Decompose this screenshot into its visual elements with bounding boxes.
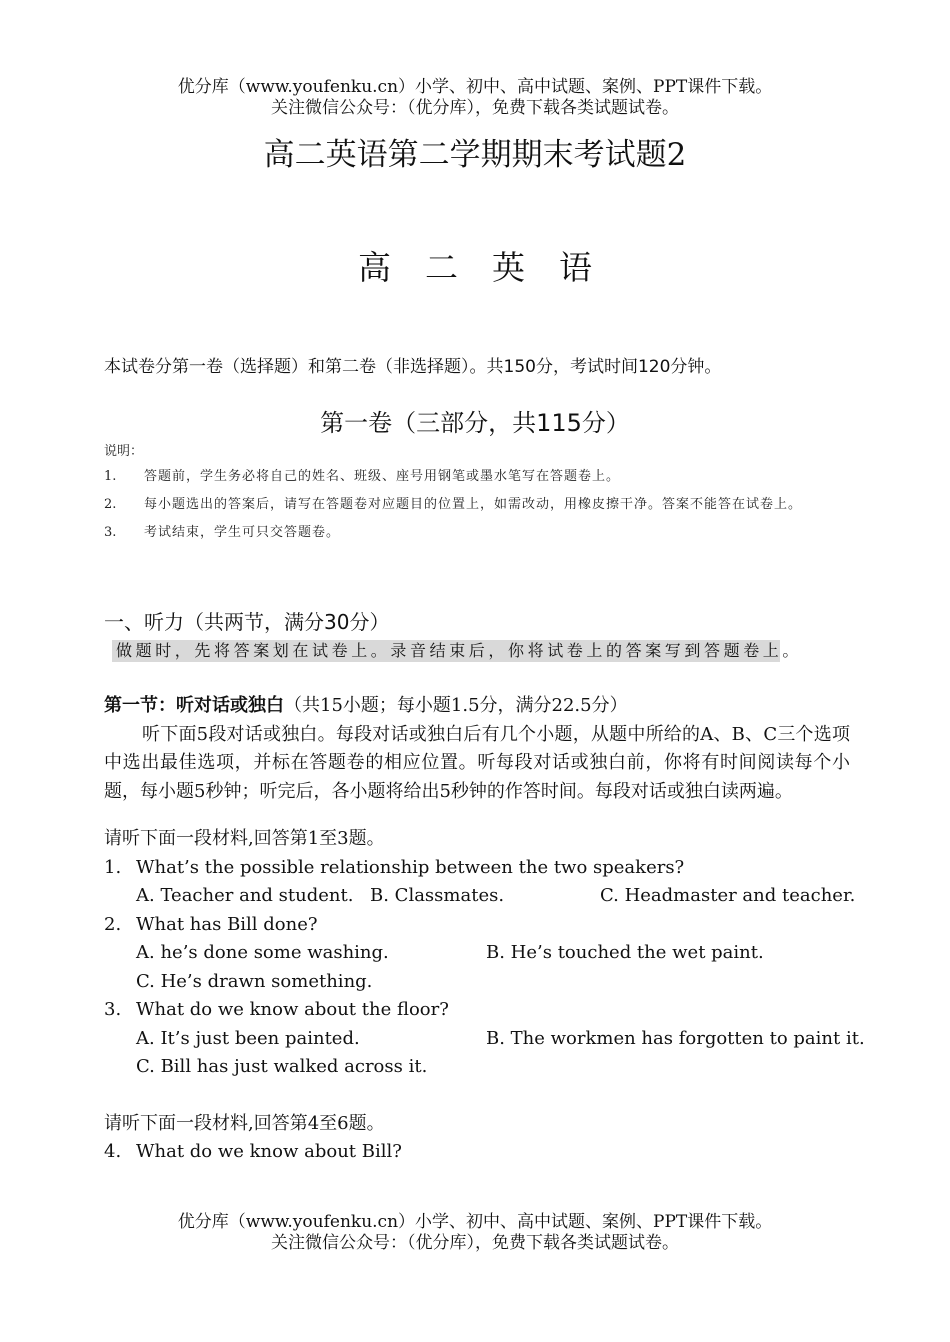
option-a: A. Teacher and student. — [136, 885, 354, 906]
question-3-options — [136, 1025, 865, 1054]
question-4 — [104, 1138, 850, 1167]
subject-heading: 高二英语 — [358, 248, 626, 287]
exam-intro: 本试卷分第一卷（选择题）和第二卷（非选择题）。共150分，考试时间120分钟。 — [104, 357, 722, 377]
footer-line-1: 优分库（www.youfenku.cn）小学、初中、高中试题、案例、PPT课件下载。 — [177, 1212, 773, 1232]
group-prompt-2: 请听下面一段材料,回答第4至6题。 — [104, 1112, 385, 1134]
listening-section — [104, 692, 865, 1167]
question-text: What do we know about the floor? — [136, 999, 449, 1020]
note-number: 3. — [104, 525, 117, 540]
option-b: B. Classmates. — [370, 885, 505, 906]
question-2 — [104, 911, 850, 940]
highlighted-instruction: 做题时，先将答案划在试卷上。录音结束后，你将试卷上的答案写到答题卷上。 — [112, 640, 780, 662]
question-2-options — [136, 939, 850, 968]
option-b: B. The workmen has forgotten to paint it. — [486, 1027, 865, 1049]
sub-section-label: 第一节：听对话或独白 — [104, 695, 284, 716]
note-item — [104, 491, 849, 519]
question-number: 3. — [104, 999, 122, 1020]
footer-line-2: 关注微信公众号：（优分库），免费下载各类试题试卷。 — [271, 1233, 679, 1253]
note-text: 答题前，学生务必将自己的姓名、班级、座号用钢笔或墨水笔写在答题卷上。 — [144, 469, 621, 484]
question-3-options-row-2 — [136, 1053, 850, 1082]
part-one-title: 第一卷（三部分，共115分） — [320, 409, 630, 437]
note-item — [104, 519, 849, 547]
notes-label: 说明： — [104, 444, 144, 459]
group-prompt-1: 请听下面一段材料,回答第1至3题。 — [104, 828, 385, 849]
sub-section-title — [104, 692, 850, 721]
note-number: 1. — [104, 469, 117, 484]
question-number: 2. — [104, 913, 122, 935]
note-text: 考试结束，学生可只交答题卷。 — [144, 525, 341, 540]
question-text: What has Bill done? — [136, 913, 318, 935]
header-line-2: 关注微信公众号：（优分库），免费下载各类试题试卷。 — [271, 98, 679, 118]
question-1 — [104, 854, 850, 883]
option-c: C. Bill has just walked across it. — [136, 1056, 428, 1077]
question-number: 4. — [104, 1141, 122, 1162]
question-text: What’s the possible relationship between the two speakers? — [136, 856, 685, 878]
question-3 — [104, 996, 850, 1025]
exam-title: 高二英语第二学期期末考试题2 — [263, 137, 687, 173]
option-b: B. He’s touched the wet paint. — [486, 942, 764, 963]
note-number: 2. — [104, 497, 117, 512]
header-line-1: 优分库（www.youfenku.cn）小学、初中、高中试题、案例、PPT课件下载。 — [177, 77, 773, 97]
option-c: C. Headmaster and teacher. — [600, 885, 856, 906]
question-1-options — [136, 882, 856, 911]
question-text: What do we know about Bill? — [136, 1141, 402, 1162]
note-item — [104, 463, 849, 491]
question-number: 1. — [104, 856, 122, 878]
instructions-notes — [104, 441, 849, 547]
section-one-title: 一、听力（共两节，满分30分） — [104, 610, 390, 634]
sub-section-scoring: （共15小题；每小题1.5分，满分22.5分） — [284, 695, 628, 716]
listening-instructions: 听下面5段对话或独白。每段对话或独白后有几个小题，从题中所给的A、B、C三个选项中选出最佳选项，并标在答题卷的相应位置。听每段对话或独白前，你将有时间阅读每个小题，每小题5秒钟；听完后，各小题将给出5秒钟的作答时间。每段对话或独白读两遍。 — [104, 723, 850, 802]
option-a: A. he’s done some washing. — [136, 942, 389, 963]
option-c: C. He’s drawn something. — [136, 970, 373, 992]
note-text: 每小题选出的答案后，请写在答题卷对应题目的位置上，如需改动，用橡皮擦干净。答案不能答在试卷上。 — [144, 497, 803, 512]
option-a: A. It’s just been painted. — [136, 1027, 360, 1049]
question-2-options-row-2 — [136, 968, 850, 997]
